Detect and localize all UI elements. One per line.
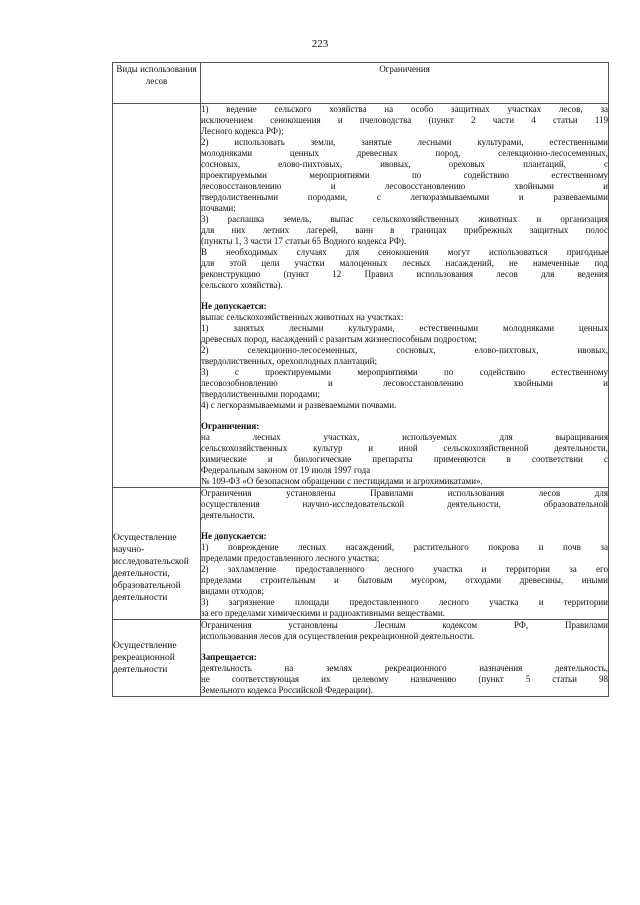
kind-line: научно-	[113, 545, 145, 555]
kind-line: Осуществление	[113, 641, 177, 651]
text-line: сосновых, елово-пихтовых, ивовых, ореховых плантаций, с	[201, 159, 608, 169]
text-line: деятельность на землях рекреационного назначения деятельность,	[201, 663, 608, 673]
table-row	[113, 104, 609, 488]
text-line: химические и биологические препараты применяются в соответствии с	[201, 454, 608, 464]
text-line: № 109-ФЗ «О безопасном обращении с пестицидами и агрохимикатами».	[201, 476, 483, 486]
text-line: за его пределами химическими и радиоактивными веществами.	[201, 608, 446, 618]
row1-restrictions-lines	[201, 432, 608, 487]
row1-not-allowed-lines	[201, 312, 608, 411]
row1-restrictions	[201, 104, 609, 488]
text-line: 1) ведение сельского хозяйства на особо защитных участках лесов, за	[201, 104, 608, 114]
text-line: выпас сельскохозяйственных животных на участках:	[201, 312, 404, 322]
text-line: пределами предоставленного лесного участка;	[201, 553, 380, 563]
text-line: сельскохозяйственных культур и иной сельскохозяйственной деятельности,	[201, 443, 608, 453]
text-line: Федеральным законом от 19 июля 1997 года	[201, 465, 371, 475]
kind-line: деятельности	[113, 593, 168, 603]
text-line: твердолиственных, орехоплодных плантаций;	[201, 356, 377, 366]
row3-kind	[113, 620, 201, 697]
text-line: почвами;	[201, 203, 236, 213]
text-line: для них летних лагерей, ванн в границах прибрежных защитных полос	[201, 225, 608, 235]
text-line: 2) захламление предоставленного лесного участка и территории за его	[201, 564, 608, 574]
text-line: пределами строительным и бытовым мусором, отходами древесины, иными	[201, 575, 608, 585]
row2-heading-not-allowed: Не допускается:	[201, 531, 267, 541]
text-line: Ограничения установлены Лесным кодексом РФ, Правилами	[201, 620, 608, 630]
page-number: 223	[311, 38, 329, 50]
row2-paragraph-lines	[201, 488, 608, 521]
row1-heading-not-allowed: Не допускается:	[201, 301, 267, 311]
text-line: для этой цели участки малоценных лесных насаждений, не намеченные под	[201, 258, 608, 268]
kind-line: деятельности,	[113, 569, 170, 579]
text-line: проектируемыми мероприятиями по содействию естественному	[201, 170, 608, 180]
text-line: лесовозобновлению и лесовосстановлению хвойными и	[201, 378, 608, 388]
text-line: 1) повреждение лесных насаждений, растительного покрова и почв за	[201, 542, 608, 552]
text-line: 4) с легкоразмываемыми и развеваемыми почвами.	[201, 400, 397, 410]
text-line: 3) загрязнение площади предоставленного лесного участка и территории	[201, 597, 608, 607]
row1-heading-restrictions: Ограничения:	[201, 421, 260, 431]
text-line: на лесных участках, используемых для выращивания	[201, 432, 608, 442]
text-line: 1) занятых лесными культурами, естественными молодняками ценных	[201, 323, 608, 333]
text-line: Земельного кодекса Российской Федерации).	[201, 685, 373, 695]
kind-line: образовательной	[113, 581, 181, 591]
text-line: 3) с проектируемыми мероприятиями по содействию естественному	[201, 367, 608, 377]
text-line: использования лесов для осуществления рекреационной деятельности.	[201, 631, 475, 641]
text-line: (пункты 1, 3 части 17 статьи 65 Водного кодекса РФ).	[201, 236, 407, 246]
kind-line: деятельности	[113, 665, 168, 675]
row3-prohibited-lines	[201, 663, 608, 696]
text-line: деятельности.	[201, 510, 255, 520]
text-line: древесных пород, насаждений с разантым жизнеспособным подростом;	[201, 334, 477, 344]
text-line: не соответствующая их целевому назначению (пункт 5 статьи 98	[201, 674, 608, 684]
col-header-kinds: Виды использования лесов	[113, 63, 201, 104]
col-header-restrictions: Ограничения	[201, 63, 609, 104]
text-line: молодняками ценных древесных пород, селекционно-лесосеменных,	[201, 148, 608, 158]
table-row	[113, 488, 609, 620]
table-row	[113, 620, 609, 697]
row1-paragraph-lines	[201, 104, 608, 291]
row3-paragraph-lines	[201, 620, 608, 642]
kind-line: исследовательской	[113, 557, 189, 567]
text-line: лесовосстановлению и лесовосстановлению хвойными и	[201, 181, 608, 191]
restrictions-table	[112, 62, 609, 697]
text-line: 2) селекционно-лесосеменных, сосновых, елово-пихтовых, ивовых,	[201, 345, 608, 355]
row1-kind	[113, 104, 201, 488]
row2-restrictions	[201, 488, 609, 620]
kind-line: рекреационной	[113, 653, 175, 663]
text-line: Ограничения установлены Правилами использования лесов для	[201, 488, 608, 498]
text-line: В необходимых случаях для сенокошения могут использоваться пригодные	[201, 247, 608, 257]
row2-kind	[113, 488, 201, 620]
text-line: исключением сенокошения и пчеловодства (пункт 2 части 4 статьи 119	[201, 115, 608, 125]
text-line: Лесного кодекса РФ);	[201, 126, 284, 136]
text-line: реконструкцию (пункт 12 Правил использования лесов для ведения	[201, 269, 608, 279]
table-header-row	[113, 63, 609, 104]
kind-line: Осуществление	[113, 533, 177, 543]
text-line: твердолиственными породами, с легкоразмываемыми и развеваемыми	[201, 192, 608, 202]
text-line: осуществления научно-исследовательской деятельности, образовательной	[201, 499, 608, 509]
text-line: твердолиственными породами;	[201, 389, 320, 399]
text-line: 3) распашка земель, выпас сельскохозяйственных животных и организация	[201, 214, 608, 224]
text-line: 2) использовать земли, занятые лесными культурами, естественными	[201, 137, 608, 147]
row3-restrictions	[201, 620, 609, 697]
text-line: сельского хозяйства).	[201, 280, 283, 290]
row2-not-allowed-lines	[201, 542, 608, 619]
text-line: видами отходов;	[201, 586, 264, 596]
row3-heading-prohibited: Запрещается:	[201, 652, 257, 662]
